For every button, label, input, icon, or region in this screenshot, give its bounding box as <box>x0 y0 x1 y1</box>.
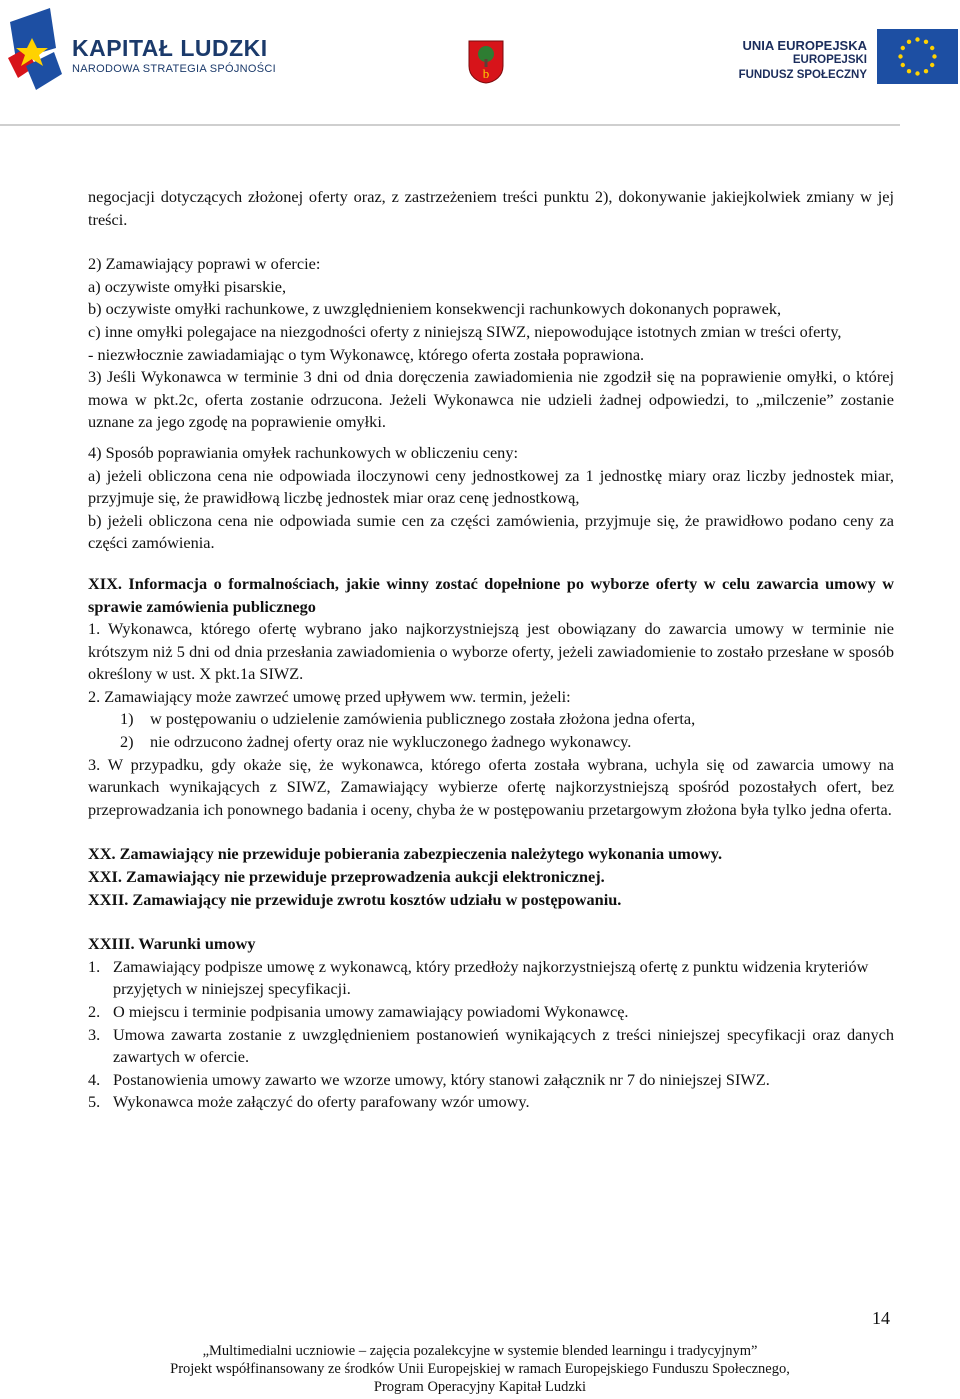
eu-line1: UNIA EUROPEJSKA <box>742 38 867 53</box>
document-body <box>88 186 894 1114</box>
point-2a: a) oczywiste omyłki pisarskie, <box>88 276 287 296</box>
eu-line2: EUROPEJSKI <box>792 54 867 66</box>
footer-funding-note: Projekt współfinansowany ze środków Unii Europejskiej w ramach Europejskiego Funduszu Społecznego, <box>170 1361 790 1377</box>
kl-subtitle: NARODOWA STRATEGIA SPÓJNOŚCI <box>72 63 276 75</box>
point-2-notify: - niezwłocznie zawiadamiając o tym Wykonawcę, którego oferta została poprawiona. <box>88 344 645 364</box>
section-xix-subitem-1 <box>88 708 894 731</box>
section-xxiii-heading: XXIII. Warunki umowy <box>88 934 256 954</box>
point-2-intro: 2) Zamawiający poprawi w ofercie: <box>88 254 321 274</box>
section-xix-heading <box>88 573 894 618</box>
section-xx: XX. Zamawiający nie przewiduje pobierania zabezpieczenia należytego wykonania umowy. <box>88 844 723 864</box>
eu-line3: FUNDUSZ SPOŁECZNY <box>738 69 867 81</box>
page-number: 14 <box>872 1308 890 1328</box>
section-xxiii-item-5 <box>88 1091 894 1114</box>
section-xxii: XXII. Zamawiający nie przewiduje zwrotu kosztów udziału w postępowaniu. <box>88 889 622 909</box>
section-xix-item-1: 1. Wykonawca, którego ofertę wybrano jako najkorzystniejszą jest obowiązany do zawarcia umowy w terminie nie krótszym niż 5 dni od dnia przesłania zawiadomienia o wyborze oferty, jeżeli zawiadomienie to zostało przesłane w sposób określony w ust. X pkt.1a SIWZ. <box>88 619 894 684</box>
footer-project-title: „Multimedialni uczniowie – zajęcia pozalekcyjne w systemie blended learningu i tradycyjnym” <box>202 1343 758 1359</box>
point-2c: c) inne omyłki polegajace na niezgodności oferty z niniejszą SIWZ, niepowodujące istotnych zmian w treści oferty, <box>88 321 842 341</box>
kapital-ludzki-logo-icon <box>6 8 66 92</box>
section-xxiii-item-4 <box>88 1069 894 1092</box>
section-xix-item-2: 2. Zamawiający może zawrzeć umowę przed upływem ww. termin, jeżeli: <box>88 686 571 706</box>
header-divider <box>0 124 900 126</box>
item-number: 1. <box>88 956 101 976</box>
subitem-text: w postępowaniu o udzielenie zamówienia publicznego została złożona jedna oferta, <box>150 709 696 729</box>
section-xxiii-item-3 <box>88 1024 894 1069</box>
point-4b: b) jeżeli obliczona cena nie odpowiada sumie cen za części zamówienia, przyjmuje się, że prawidłowo podano ceny za części zamówienia. <box>88 510 894 553</box>
kl-title: KAPITAŁ LUDZKI <box>72 35 268 61</box>
item-text: Zamawiający podpisze umowę z wykonawcą, który przedłoży najkorzystniejszą ofertę z punktu widzenia kryteriów przyjętych w niniejszej specyfikacji. <box>113 956 869 999</box>
page-footer <box>0 1342 960 1396</box>
item-number: 5. <box>88 1092 101 1112</box>
page-header <box>0 0 960 128</box>
item-text: Wykonawca może załączyć do oferty parafowany wzór umowy. <box>113 1092 530 1112</box>
subitem-text: nie odrzucono żadnej oferty oraz nie wykluczonego żadnego wykonawcy. <box>150 732 632 752</box>
crest-letter: b <box>482 66 490 81</box>
section-xxiii-item-1 <box>88 956 894 1001</box>
section-xix-number: XIX. <box>88 573 122 593</box>
subitem-number: 1) <box>120 709 134 729</box>
kapital-ludzki-brand <box>72 36 276 76</box>
item-number: 4. <box>88 1069 101 1089</box>
section-xix-title: Informacja o formalnościach, jakie winny zostać dopełnione po wyborze oferty w celu zawarcia umowy w sprawie zamówienia publicznego <box>88 573 894 616</box>
point-4-intro: 4) Sposób poprawiania omyłek rachunkowych w obliczeniu ceny: <box>88 442 518 462</box>
section-xix-subitem-2 <box>88 731 894 754</box>
point-2b: b) oczywiste omyłki rachunkowe, z uwzględnieniem konsekwencji rachunkowych dokonanych poprawek, <box>88 299 782 319</box>
item-number: 2. <box>88 1002 101 1021</box>
subitem-number: 2) <box>120 732 134 752</box>
point-3: 3) Jeśli Wykonawca w terminie 3 dni od dnia doręczenia zawiadomienia nie zgodził się na poprawienie omyłki, o której mowa w pkt.2c, oferta zostanie odrzucona. Jeżeli Wykonawca nie udzieli żadnej odpowiedzi, to „milczenie” zostanie uznane za jego zgodę na poprawienie omyłki. <box>88 367 894 432</box>
item-text: Umowa zawarta zostanie z uwzględnieniem postanowień wynikających z treści niniejszej specyfikacji oraz danych zawartych w ofercie. <box>113 1024 894 1067</box>
paragraph-continuation: negocjacji dotyczących złożonej oferty oraz, z zastrzeżeniem treści punktu 2), dokonywanie jakiejkolwiek zmiany w jej treści. <box>88 187 894 229</box>
item-text: O miejscu i terminie podpisania umowy zamawiający powiadomi Wykonawcę. <box>113 1002 629 1021</box>
section-xxi: XXI. Zamawiający nie przewiduje przeprowadzenia aukcji elektronicznej. <box>88 867 605 887</box>
eu-brand <box>739 38 867 83</box>
item-number: 3. <box>88 1024 101 1044</box>
section-xix-item-3: 3. W przypadku, gdy okaże się, że wykonawca, którego oferta została wybrana, uchyla się od zawarcia umowy na warunkach wynikających z SIWZ, Zamawiający wybierze ofertę najkorzystniejszą spośród pozostałych ofert, bez przeprowadzania ich ponownego badania i oceny, chyba że w postępowaniu przetargowym złożona była tylko jedna oferta. <box>88 754 894 819</box>
footer-program-name: Program Operacyjny Kapitał Ludzki <box>373 1379 587 1395</box>
eu-flag-icon <box>877 29 958 84</box>
section-xxiii-item-2 <box>88 1001 894 1024</box>
municipal-crest-icon <box>468 40 504 84</box>
item-text: Postanowienia umowy zawarto we wzorze umowy, który stanowi załącznik nr 7 do niniejszej SIWZ. <box>113 1069 770 1089</box>
point-4a: a) jeżeli obliczona cena nie odpowiada iloczynowi ceny jednostkowej za 1 jednostkę miary oraz liczby jednostek miar, przyjmuje się, że prawidłową liczbę jednostek miar oraz cenę jednostkową, <box>88 465 894 508</box>
